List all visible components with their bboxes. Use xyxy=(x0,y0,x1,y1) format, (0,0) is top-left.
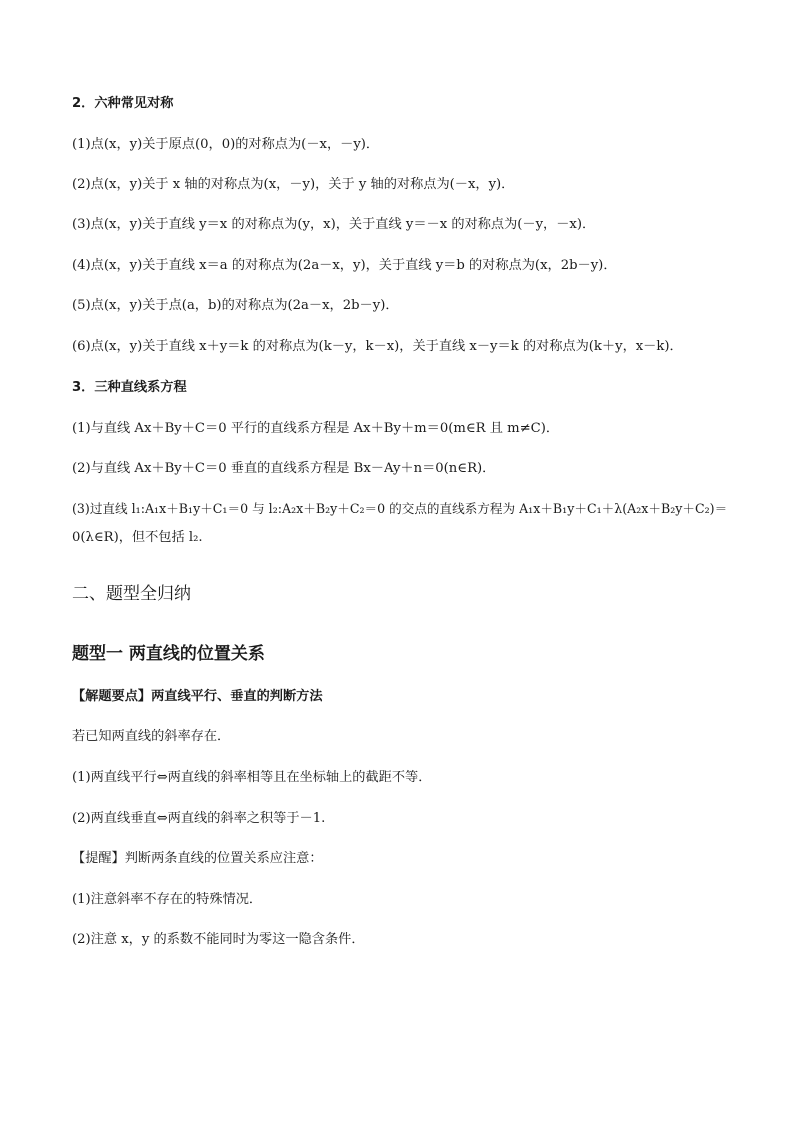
type-heading: 题型一 两直线的位置关系 xyxy=(72,644,265,664)
tip-item-2: (2)注意 x，y 的系数不能同时为零这一隐含条件． xyxy=(72,932,365,947)
part-heading: 二、题型全归纳 xyxy=(72,584,191,604)
key-points-intro: 若已知两直线的斜率存在． xyxy=(72,729,231,744)
tip-label: 【提醒】判断两条直线的位置关系应注意： xyxy=(72,851,323,866)
symmetry-item-2: (2)点(x，y)关于 x 轴的对称点为(x，－y)，关于 y 轴的对称点为(－x，y)． xyxy=(72,177,515,192)
symmetry-item-3: (3)点(x，y)关于直线 y＝x 的对称点为(y，x)，关于直线 y＝－x 的对称点为(－y，－x)． xyxy=(72,217,596,232)
line-system-item-3: (3)过直线 l₁:A₁x＋B₁y＋C₁＝0 与 l₂:A₂x＋B₂y＋C₂＝0 的交点的直线系方程为 A₁x＋B₁y＋C₁＋λ(A₂x＋B₂y＋C₂)＝ xyxy=(72,501,728,516)
line-system-item-2: (2)与直线 Ax＋By＋C＝0 垂直的直线系方程是 Bx－Ay＋n＝0(n∈R)． xyxy=(72,461,496,476)
symmetry-item-5: (5)点(x，y)关于点(a，b)的对称点为(2a－x，2b－y)． xyxy=(72,298,399,313)
symmetry-item-1: (1)点(x，y)关于原点(0，0)的对称点为(－x，－y)． xyxy=(72,137,380,152)
key-points-label: 【解题要点】两直线平行、垂直的判断方法 xyxy=(72,689,323,704)
key-point-1: (1)两直线平行⇔两直线的斜率相等且在坐标轴上的截距不等． xyxy=(72,770,432,785)
section-heading-symmetry: 2．六种常见对称 xyxy=(72,96,174,111)
key-point-2: (2)两直线垂直⇔两直线的斜率之积等于－1. xyxy=(72,811,326,826)
line-system-item-3-cont: 0(λ∈R)，但不包括 l₂. xyxy=(72,530,203,545)
section-heading-line-systems: 3．三种直线系方程 xyxy=(72,380,187,395)
symmetry-item-6: (6)点(x，y)关于直线 x＋y＝k 的对称点为(k－y，k－x)，关于直线 x－y＝k 的对称点为(k＋y，x－k)． xyxy=(72,339,683,354)
line-system-item-1: (1)与直线 Ax＋By＋C＝0 平行的直线系方程是 Ax＋By＋m＝0(m∈R 且 m≠C)． xyxy=(72,421,560,436)
symmetry-item-4: (4)点(x，y)关于直线 x＝a 的对称点为(2a－x，y)，关于直线 y＝b 的对称点为(x，2b－y)． xyxy=(72,258,617,273)
tip-item-1: (1)注意斜率不存在的特殊情况． xyxy=(72,892,263,907)
